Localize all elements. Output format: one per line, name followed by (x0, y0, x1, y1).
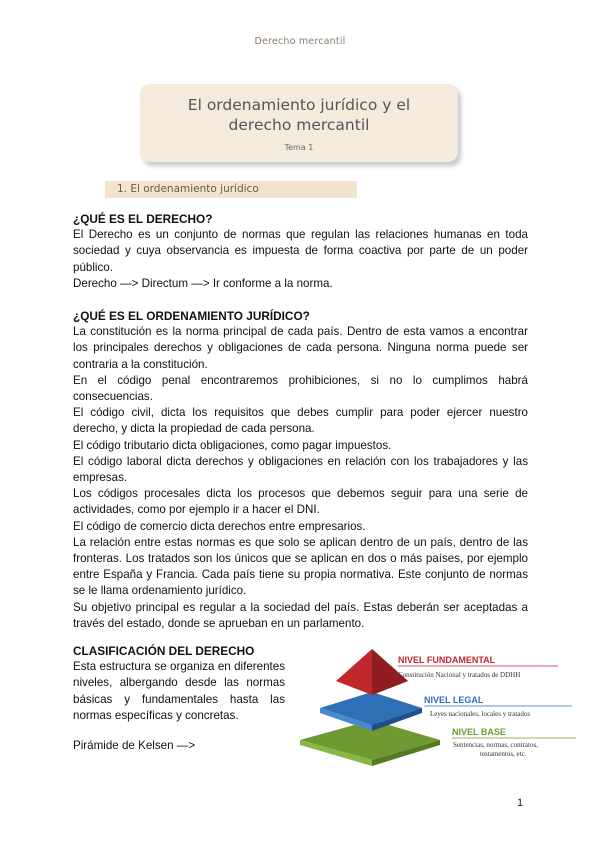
pyramid-base-desc-1: Sentencias, normas, contratos, (453, 741, 538, 749)
paragraph: En el código penal encontraremos prohibiciones, si no lo cumplimos habrá consecuencias. (73, 373, 528, 404)
paragraph: El código de comercio dicta derechos entre empresarios. (73, 519, 366, 533)
heading-clasificacion: CLASIFICACIÓN DEL DERECHO (73, 644, 255, 658)
paragraph: Derecho —> Directum —> Ir conforme a la norma. (73, 276, 333, 290)
document-subtitle: Tema 1 (284, 143, 314, 152)
pyramid-top-desc: Constitución Nacional y tratados de DDHH (398, 671, 521, 679)
pyramid-base-title: NIVEL BASE (452, 727, 506, 737)
section-heading: 1. El ordenamiento jurídico (105, 181, 357, 198)
paragraph: El código civil, dicta los requisitos que debes cumplir para poder ejercer nuestro derecho, y dicta la propiedad de cada persona. (73, 406, 528, 436)
paragraph: La constitución es la norma principal de cada país. Dentro de esta vamos a encontrar los principales derechos y obligaciones de cada persona. Ninguna norma puede ser contraria a la constitución. (73, 325, 528, 371)
pyramid-top-title: NIVEL FUNDAMENTAL (398, 655, 496, 665)
page-number: 1 (517, 797, 524, 809)
title-box (140, 84, 458, 162)
classification-section (73, 643, 285, 754)
kelsen-pyramid-figure (290, 645, 590, 775)
document-title (140, 95, 458, 135)
pyramid-base-desc-2: testamentos, etc. (480, 750, 527, 758)
heading-ordenamiento: ¿QUÉ ES EL ORDENAMIENTO JURÍDICO? (73, 309, 310, 324)
title-line-1: El ordenamiento jurídico y el (187, 96, 411, 114)
title-line-2: derecho mercantil (228, 116, 370, 134)
paragraph: Esta estructura se organiza en diferentes niveles, albergando desde las normas básicas y fundamentales hasta las normas específicas y concretas. (73, 660, 285, 722)
paragraph: El Derecho es un conjunto de normas que regulan las relaciones humanas en toda sociedad y cuya observancia es impuesta de forma coactiva por parte de un poder público. (73, 228, 528, 274)
pyramid-mid-title: NIVEL LEGAL (424, 695, 484, 705)
paragraph: El código tributario dicta obligaciones, como pagar impuestos. (73, 438, 392, 452)
heading-que-es-derecho: ¿QUÉ ES EL DERECHO? (73, 212, 213, 226)
paragraph: El código laboral dicta derechos y obligaciones en relación con los trabajadores y las empresas. (73, 454, 528, 485)
paragraph: Los códigos procesales dicta los procesos que debemos seguir para una serie de actividades, como por ejemplo ir a hacer el DNI. (73, 487, 528, 517)
pyramid-mid-level (320, 692, 422, 725)
running-header: Derecho mercantil (254, 36, 346, 47)
main-content (73, 211, 528, 632)
pyramid-reference: Pirámide de Kelsen —> (73, 739, 196, 753)
paragraph: Su objetivo principal es regular a la sociedad del país. Estas deberán ser aceptadas a través del estado, donde se aprueban en un parlamento. (73, 600, 528, 630)
paragraph: La relación entre estas normas es que solo se aplican dentro de un país, dentro de las fronteras. Los tratados son los únicos que se aplican en dos o más países, por ejemplo entre España y Francia. Cada país tiene su propia normativa. Este conjunto de normas se le llama ordenamiento jurídico. (73, 535, 528, 598)
pyramid-mid-desc: Leyes nacionales, locales y tratados (430, 710, 531, 718)
